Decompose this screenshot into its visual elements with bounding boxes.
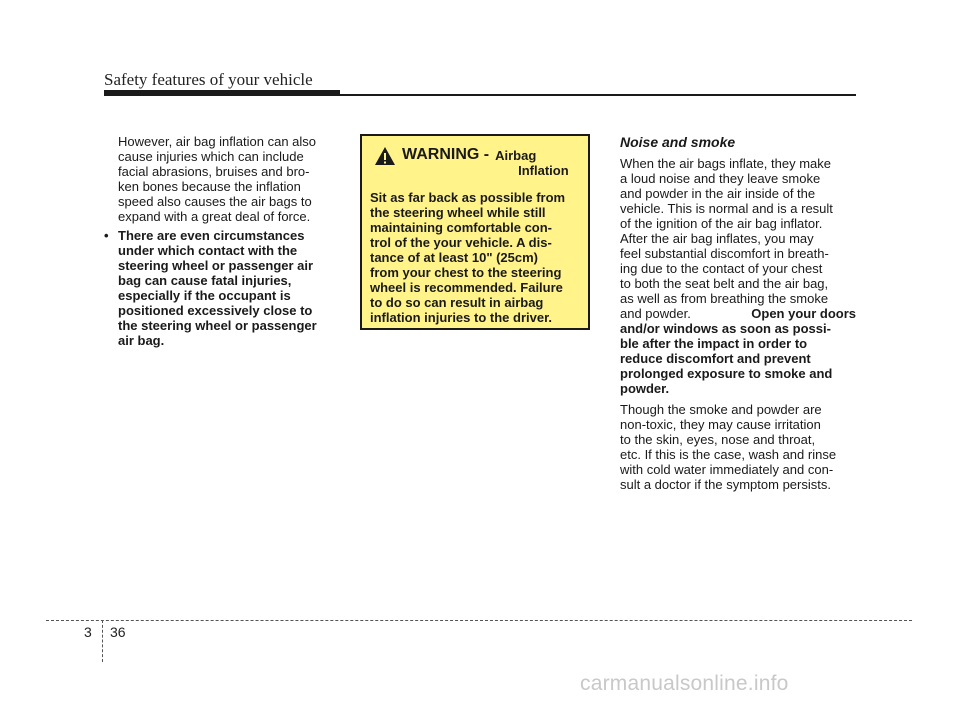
text-line: under which contact with the — [118, 243, 298, 258]
text-line: with cold water immediately and con- — [620, 462, 834, 477]
bullet-item — [104, 228, 350, 348]
noise-smoke-paragraph — [620, 156, 856, 396]
text-fragment-bold: Open your doors — [751, 306, 856, 321]
text-line: bag can cause fatal injuries, — [118, 273, 292, 288]
text-line: When the air bags inflate, they make — [620, 156, 832, 171]
chapter-number: 3 — [84, 624, 92, 640]
footer-divider — [102, 620, 103, 662]
text-line: inflation injuries to the driver. — [370, 310, 553, 325]
footer-rule — [46, 620, 912, 621]
text-line: After the air bag inflates, you may — [620, 231, 814, 246]
bullet-text — [118, 228, 350, 348]
text-line: There are even circumstances — [118, 228, 305, 243]
text-line — [620, 306, 856, 321]
text-line: ble after the impact in order to — [620, 336, 808, 351]
text-line: ing due to the contact of your chest — [620, 261, 823, 276]
section-heading: Noise and smoke — [620, 134, 736, 150]
watermark: carmanualsonline.info — [580, 672, 789, 695]
text-line: a loud noise and they leave smoke — [620, 171, 821, 186]
text-line: as well as from breathing the smoke — [620, 291, 829, 306]
warning-topic-line: Airbag — [495, 148, 537, 163]
text-line: and powder in the air inside of the — [620, 186, 816, 201]
text-line: steering wheel or passenger air — [118, 258, 314, 273]
warning-body — [370, 190, 580, 325]
text-line: speed also causes the air bags to — [118, 194, 312, 209]
text-line: the steering wheel or passenger — [118, 318, 317, 333]
right-column — [620, 134, 856, 492]
text-line: tance of at least 10" (25cm) — [370, 250, 539, 265]
warning-header — [370, 144, 580, 184]
text-line: sult a doctor if the symptom persists. — [620, 477, 831, 492]
text-line: cause injuries which can include — [118, 149, 304, 164]
text-line: positioned excessively close to — [118, 303, 313, 318]
warning-triangle-icon — [374, 146, 396, 166]
text-line: the steering wheel while still — [370, 205, 546, 220]
text-line: prolonged exposure to smoke and — [620, 366, 833, 381]
warning-box — [360, 134, 590, 330]
text-line: of the ignition of the air bag inflator. — [620, 216, 823, 231]
text-line: Sit as far back as possible from — [370, 190, 566, 205]
warning-topic — [495, 148, 569, 178]
text-line: to do so can result in airbag — [370, 295, 544, 310]
text-fragment: and powder. — [620, 306, 691, 321]
text-line: wheel is recommended. Failure — [370, 280, 563, 295]
text-line: etc. If this is the case, wash and rinse — [620, 447, 837, 462]
text-line: Though the smoke and powder are — [620, 402, 822, 417]
text-line: expand with a great deal of force. — [118, 209, 311, 224]
text-line: trol of the your vehicle. A dis- — [370, 235, 552, 250]
text-line: vehicle. This is normal and is a result — [620, 201, 833, 216]
text-line: powder. — [620, 381, 670, 396]
text-line: maintaining comfortable con- — [370, 220, 553, 235]
warning-label: WARNING - — [402, 146, 490, 163]
text-line: air bag. — [118, 333, 165, 348]
page-number: 36 — [110, 624, 126, 640]
page-header-title: Safety features of your vehicle — [104, 70, 313, 89]
text-line: ken bones because the inflation — [118, 179, 301, 194]
text-line: non-toxic, they may cause irritation — [620, 417, 821, 432]
text-line: especially if the occupant is — [118, 288, 291, 303]
bullet-mark: • — [104, 228, 109, 243]
text-line: reduce discomfort and prevent — [620, 351, 811, 366]
left-column — [104, 134, 350, 348]
text-line: to both the seat belt and the air bag, — [620, 276, 829, 291]
text-line: However, air bag inflation can also — [118, 134, 317, 149]
irritation-paragraph — [620, 402, 856, 492]
intro-paragraph — [116, 134, 350, 224]
text-line: feel substantial discomfort in breath- — [620, 246, 829, 261]
text-line: from your chest to the steering — [370, 265, 562, 280]
warning-topic-line: Inflation — [518, 163, 569, 178]
text-line: and/or windows as soon as possi- — [620, 321, 831, 336]
text-line: to the skin, eyes, nose and throat, — [620, 432, 816, 447]
header-rule — [104, 94, 856, 96]
text-line: facial abrasions, bruises and bro- — [118, 164, 310, 179]
